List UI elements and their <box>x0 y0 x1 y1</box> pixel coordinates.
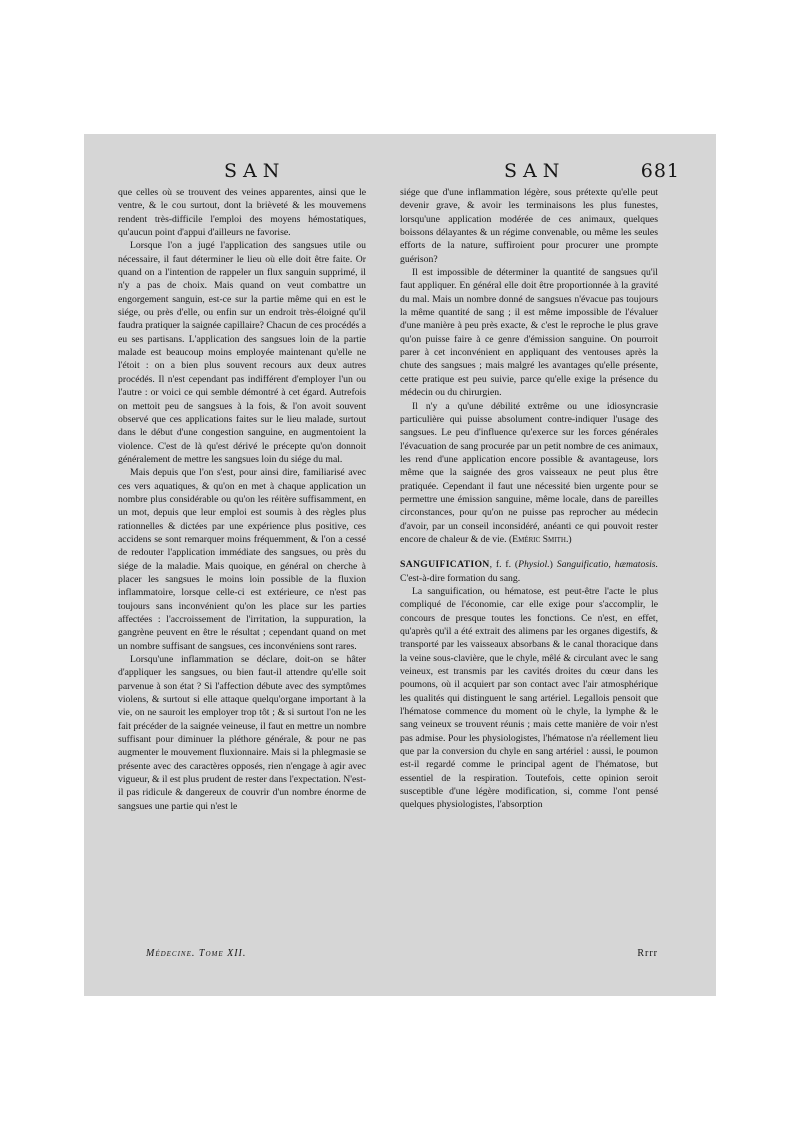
header-right-word: SAN <box>504 160 566 182</box>
entry-rest: ) <box>549 559 557 571</box>
paragraph: La sanguification, ou hématose, est peut-être l'acte le plus compliqué de l'économie, car elle exige pour s'accomplir, le concours de presque toutes les fonctions. Ce n'est, en effet, qu'après qu'il a été extrait des alimens par les organes digestifs, & transporté par les vaisseaux absorbans & le canal thoracique dans la veine sous-clavière, que le chyle, mêlé & circulant avec le sang veineux, est transmis par les cavités droites du cœur dans les poumons, où il acquiert par son contact avec l'air atmosphérique les qualités qui distinguent le sang artériel. Legallois pensoit que l'hématose commence du moment où le chyle, la lymphe & le sang veineux se trouvent réunis ; mais cette manière de voir n'est pas admise. Pour les physiologistes, l'hématose n'a réellement lieu que par la conversion du chyle en sang artériel : aussi, le poumon est-il regardé comme le principal agent de l'hématose, but essentiel de la respiration. Toutefois, cette opinion seroit susceptible d'une légère modification, si, comme l'ont pensé quelques physiologistes, l'absorption <box>400 585 658 811</box>
paragraph: Lorsqu'une inflammation se déclare, doit-on se hâter d'appliquer les sangsues, ou bien faut-il attendre qu'elle soit parvenue à son état ? Si l'affection débute avec des symptômes violens, & surtout si elle attaque quelqu'organe important à la vie, on ne sauroit les employer trop tôt ; & si surtout l'on ne les fait précéder de la saignée veineuse, il faut en mettre un nombre suffisant pour diminuer la pléthore générale, & pour ne pas augmenter le mouvement fluxionnaire. Mais si la phlegmasie se présente avec des caractères opposés, rien n'engage à agir avec vigueur, & il est plus prudent de rester dans l'expectation. N'est-il pas ridicule & dangereux de couvrir d'un nombre énorme de sangsues une partie qui n'est le <box>118 654 366 812</box>
scanned-page <box>84 134 716 996</box>
left-column <box>118 186 366 813</box>
right-column <box>400 186 658 812</box>
footer-signature-mark: Rrrr <box>637 948 658 959</box>
running-header <box>84 160 716 182</box>
paragraph: que celles où se trouvent des veines apparentes, ainsi que le ventre, & le cou surtout, dont la brièveté & les mouvemens rendent très-difficile l'emploi des moyens hémostatiques, qu'aucun point d'appui d'ailleurs ne favorise. <box>118 187 366 239</box>
entry-latin: Sanguificatio, hæmatosis. <box>556 559 658 571</box>
paragraph <box>400 400 658 547</box>
entry-gloss: C'est-à-dire formation du sang. <box>400 572 521 584</box>
paragraph-text: Il n'y a qu'une débilité extrême ou une idiosyncrasie particulière qui puisse absolument contre-indiquer l'usage des sangsues. Le peu d'influence qu'exerce sur les forces générales l'évacuation de sang procurée par un petit nombre de ces animaux, les rend d'une application encore possible & avantageuse, lors même que la saignée des gros vaisseaux ne peut plus être pratiquée. Cependant il faut une nécessité bien urgente pour se permettre une émission sanguine, même locale, dans de pareilles circonstances, pour qu'on ne puisse pas reprocher au médecin d'avoir, par un conseil inconsidéré, anéanti ce qui pouvoit rester encore de chaleur & de vie. <box>400 400 658 545</box>
entry-headword: SANGUIFICATION <box>400 559 490 571</box>
footer-volume: Médecine. Tome XII. <box>146 948 247 959</box>
page-number: 681 <box>640 160 680 182</box>
paragraph: siége que d'une inflammation légère, sous prétexte qu'elle peut devenir grave, & avoir les terminaisons les plus funestes, lorsqu'une application modérée de ces animaux, quelques boissons délayantes & un régime convenable, ou même les seules efforts de la nature, suffiroient pour procurer une prompte guérison? <box>400 187 658 265</box>
entry-gram: , f. f. ( <box>489 559 519 571</box>
author-signature: (Eméric Smith.) <box>508 533 572 545</box>
entry-field: Physiol. <box>518 559 550 571</box>
paragraph: Il est impossible de déterminer la quantité de sangsues qu'il faut appliquer. En général elle doit être proportionnée à la gravité du mal. Mais un nombre donné de sangsues n'évacue pas toujours la même quantité de sang ; il est même impossible de l'évaluer d'une manière à peu près exacte, & c'est le reproche le plus grave qu'on puisse faire à ce genre d'émission sanguine. On pourroit parer à cet inconvénient en appliquant des ventouses après la chute des sangsues ; mais malgré les avantages qu'elle présente, cette pratique est peu suivie, parce qu'elle exige la présence du médecin ou du chirurgien. <box>400 267 658 399</box>
paragraph: Lorsque l'on a jugé l'application des sangsues utile ou nécessaire, il faut déterminer le lieu où elle doit être faite. Or quand on a l'intention de rappeler un flux sanguin supprimé, il n'y a pas de choix. Mais quand on veut combattre un engorgement sanguin, est-ce sur la partie même qui en est le siége, ou près d'elle, ou enfin sur un endroit très-éloigné qu'il faudra pratiquer la saignée capillaire? Chacun de ces procédés a eu ses partisans. L'application des sangsues loin de la partie malade est beaucoup moins employée maintenant qu'elle ne l'étoit : on a bien plus souvent recours aux deux autres procédés. Il n'est cependant pas indifférent d'employer l'un ou l'autre : or voici ce qui semble démontré à cet égard. Autrefois on mettoit peu de sangsues à la fois, & l'on avoit souvent observé que ces applications faites sur le lieu malade, surtout dans le début d'une congestion sanguine, en augmentoient la violence. C'est de là qu'est dérivé le précepte qu'on donnoit généralement de mettre les sangsues loin du siége du mal. <box>118 240 366 465</box>
paragraph: Mais depuis que l'on s'est, pour ainsi dire, familiarisé avec ces vers aquatiques, & qu'on en met à chaque application un nombre plus considérable ou qu'on les réitère suffisamment, en un mot, depuis que leur emploi est soumis à des règles plus rationnelles & dictées par une expérience plus positive, ces accidens se sont remarquer moins fréquemment, & l'on a cessé de redouter l'application immédiate des sangsues, ou près du siége de la maladie. Mais quoique, en général on cherche à placer les sangsues le moins loin possible de la fluxion inflammatoire, lorsque celle-ci est extérieure, ce n'est pas toujours sans inconvénient qu'on les place sur les parties affectées : l'accroissement de l'irritation, la suppuration, la gangrène peuvent en être le résultat ; cependant quand on met un nombre suffisant de sangsues, ces inconvéniens sont rares. <box>118 467 366 652</box>
entry-heading <box>400 558 658 585</box>
header-left-word: SAN <box>224 160 286 182</box>
